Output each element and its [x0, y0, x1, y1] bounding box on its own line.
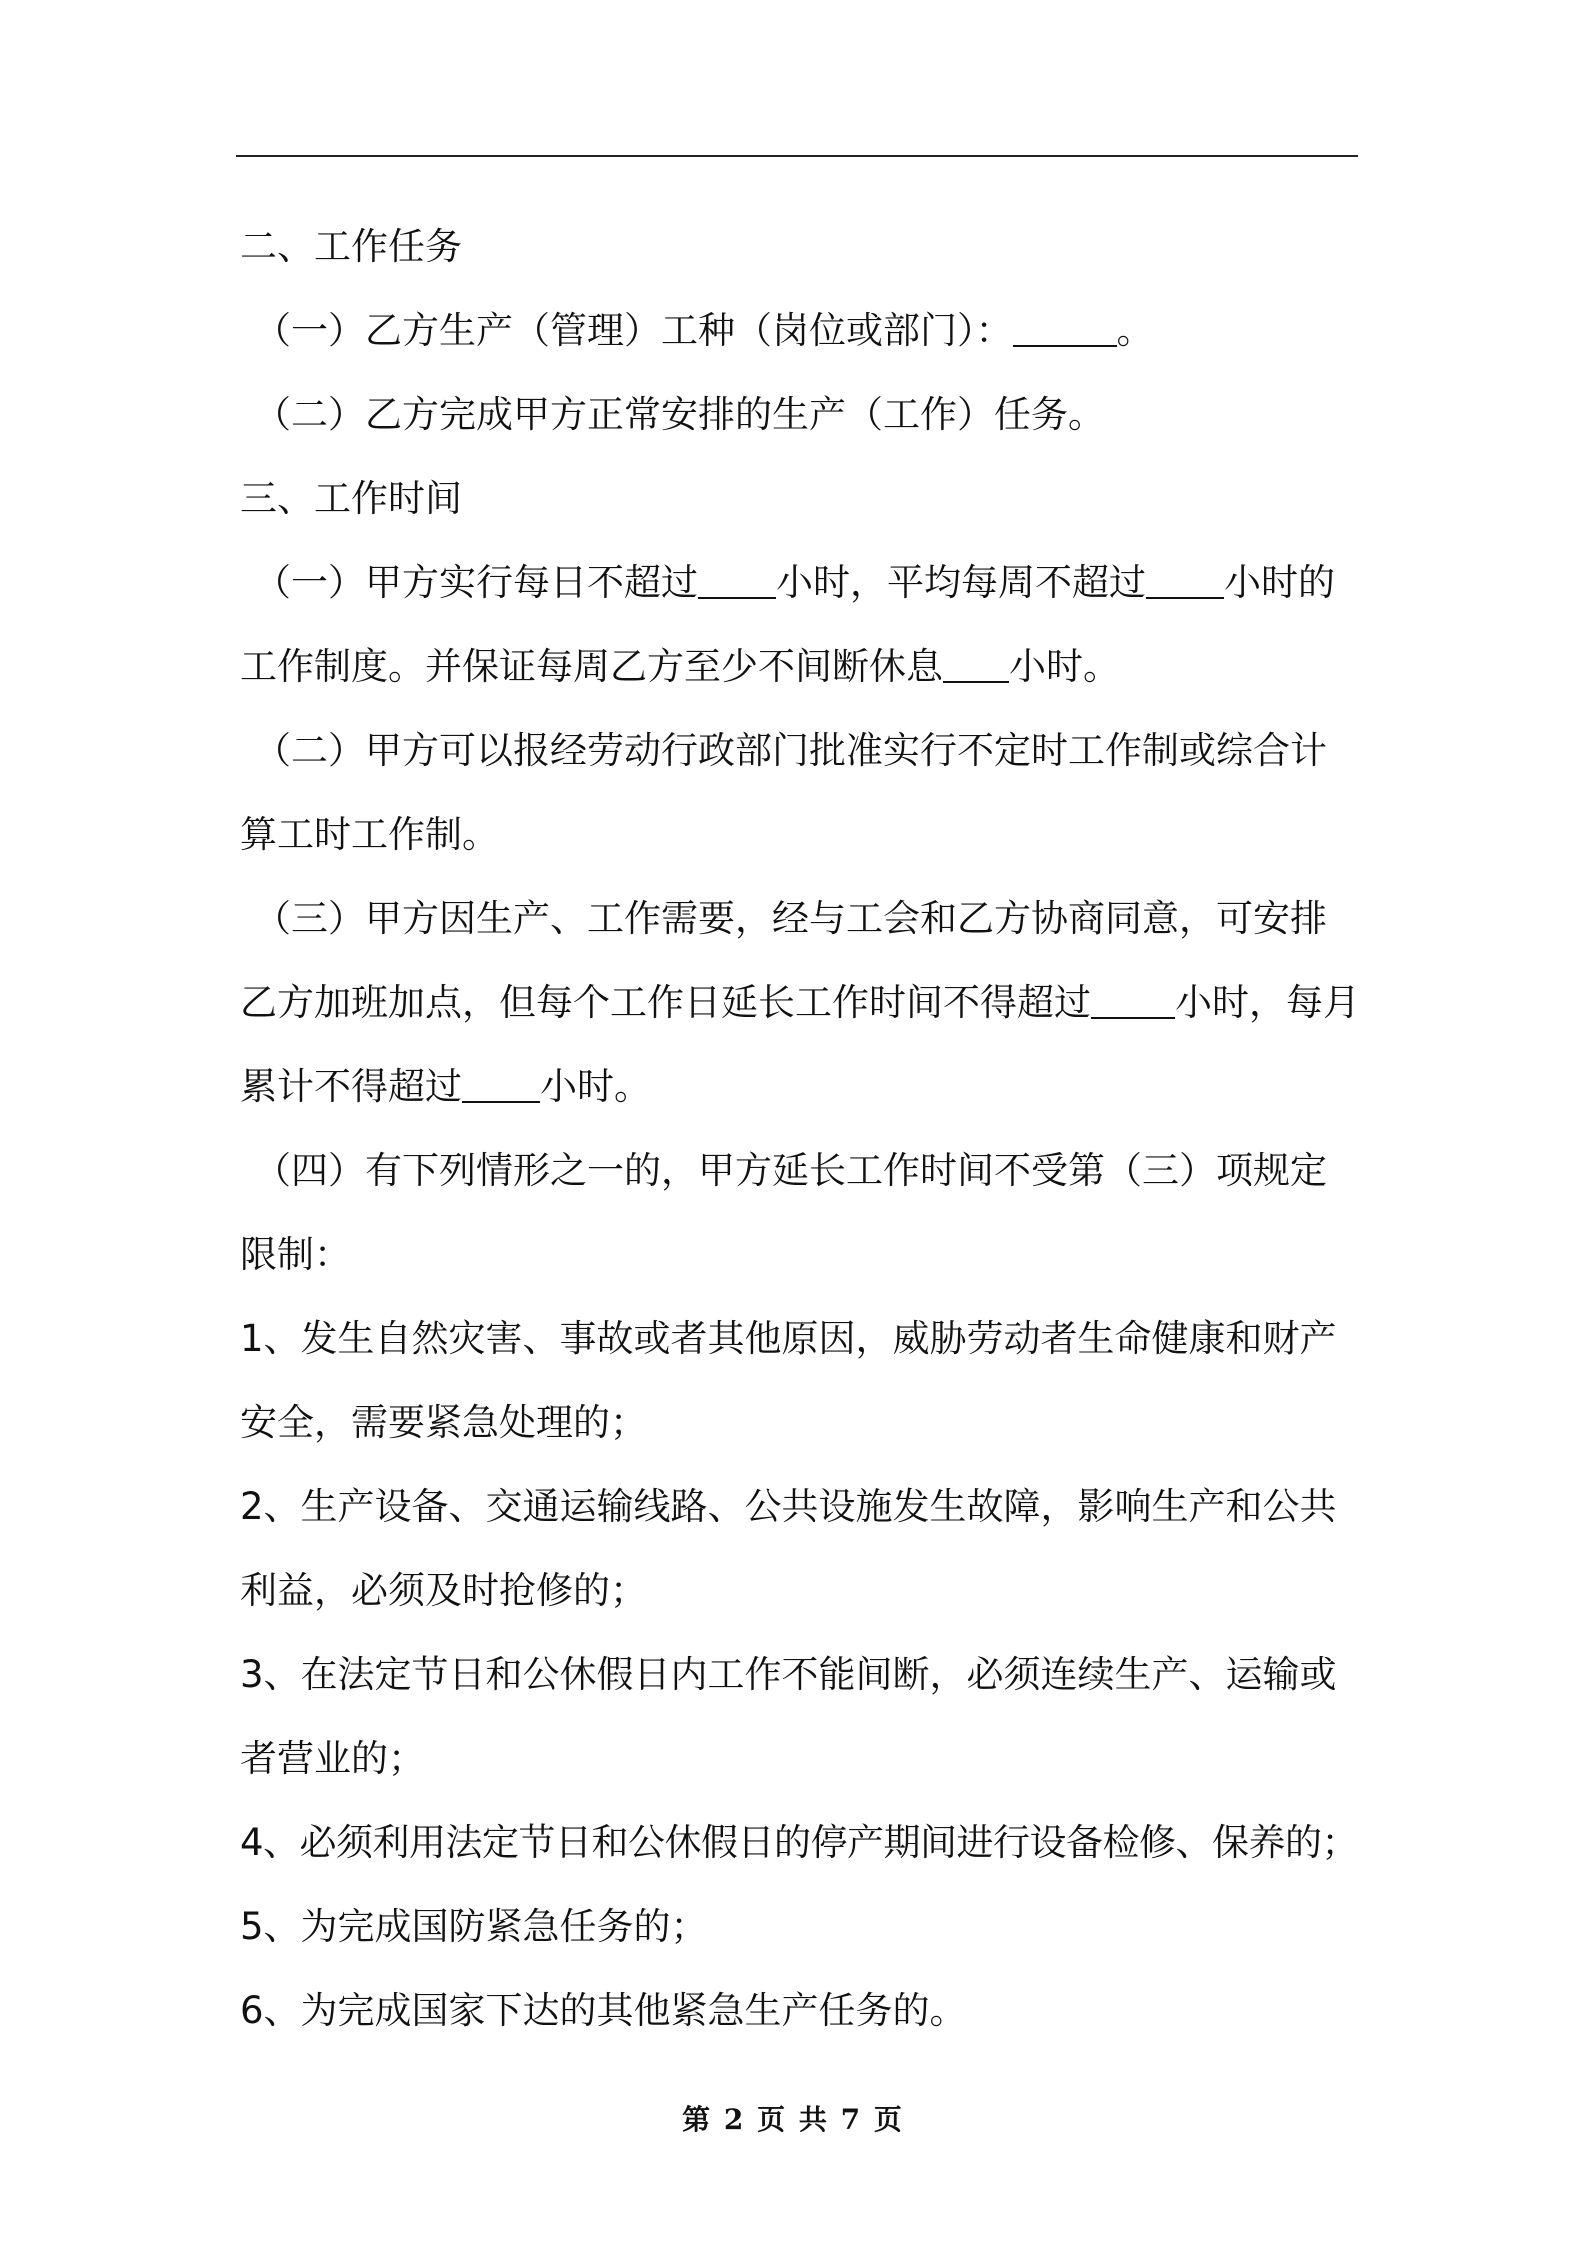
paragraph-text: 小时。: [540, 1065, 651, 1108]
list-item: 5、为完成国防紧急任务的；: [240, 1905, 708, 1948]
paragraph-job-type: [240, 289, 1360, 373]
paragraph-irregular-hours: （二）甲方可以报经劳动行政部门批准实行不定时工作制或综合计算工时工作制。: [240, 729, 1327, 856]
list-item: 6、为完成国家下达的其他紧急生产任务的。: [240, 1989, 967, 2032]
fill-in-blank: [1091, 981, 1175, 1019]
list-item: 4、必须利用法定节日和公休假日的停产期间进行设备检修、保养的；: [240, 1821, 1359, 1864]
section-heading-work-hours: 三、工作时间: [240, 477, 462, 520]
paragraph-text: 小时。: [1009, 645, 1120, 688]
paragraph-daily-hours: [240, 541, 1360, 709]
fill-in-blank: [1013, 309, 1117, 347]
paragraph-text: （一）乙方生产（管理）工种（岗位或部门）：: [254, 309, 1013, 352]
paragraph-exceptions: （四）有下列情形之一的，甲方延长工作时间不受第（三）项规定限制：: [240, 1149, 1327, 1276]
page-number: 第 2 页 共 7 页: [682, 2103, 904, 2136]
list-item: 1、发生自然灾害、事故或者其他原因，威胁劳动者生命健康和财产安全，需要紧急处理的；: [240, 1317, 1337, 1444]
paragraph-text: 小时，每月累计不得超过: [240, 981, 1360, 1108]
paragraph-text: 小时，平均每周不超过: [776, 561, 1146, 604]
paragraph-text: 小时的工作制度。并保证每周乙方至少不间断休息: [240, 561, 1335, 688]
fill-in-blank: [698, 561, 776, 599]
fill-in-blank: [943, 645, 1009, 683]
section-heading-work-tasks: 二、工作任务: [240, 225, 462, 268]
paragraph-text: （三）甲方因生产、工作需要，经与工会和乙方协商同意，可安排乙方加班加点，但每个工作日延长工作时间不得超过: [240, 897, 1327, 1024]
fill-in-blank: [1146, 561, 1224, 599]
paragraph-complete-tasks: （二）乙方完成甲方正常安排的生产（工作）任务。: [254, 393, 1105, 436]
fill-in-blank: [462, 1065, 540, 1103]
document-body: [240, 205, 1360, 2053]
paragraph-text: （一）甲方实行每日不超过: [254, 561, 698, 604]
list-item: 2、生产设备、交通运输线路、公共设施发生故障，影响生产和公共利益，必须及时抢修的；: [240, 1485, 1337, 1612]
paragraph-text: 。: [1116, 309, 1154, 352]
list-item: 3、在法定节日和公休假日内工作不能间断，必须连续生产、运输或者营业的；: [240, 1653, 1337, 1780]
paragraph-overtime: [240, 877, 1360, 1129]
header-rule: [236, 155, 1358, 157]
